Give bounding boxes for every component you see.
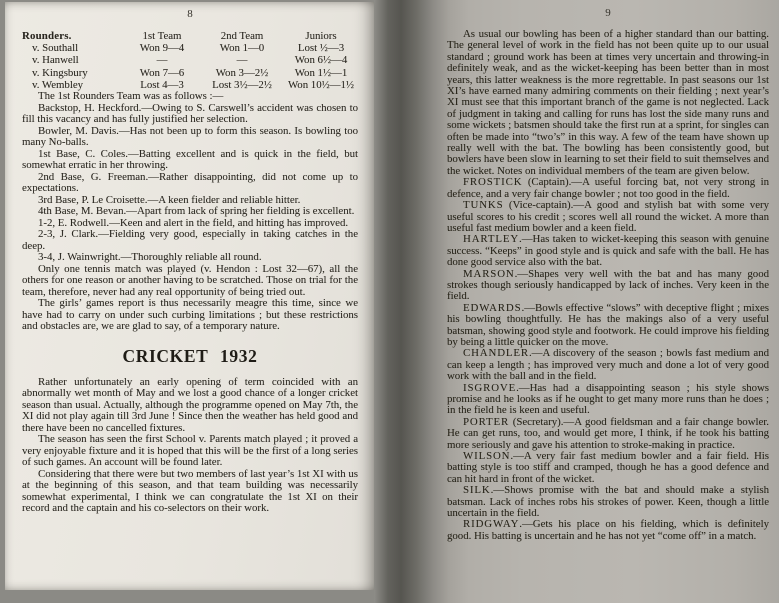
player-note: 3rd Base, P. Le Croisette.—A keen fielder and reliable hitter.: [38, 193, 301, 206]
player-report: [447, 234, 769, 268]
player-comment: .—Gets his place on his fielding, which is definitely good. His batting is uncertain and he has not yet “come off” in a match.: [447, 518, 769, 542]
score-cell: Lost 3½—2½: [212, 78, 272, 91]
player-report: [447, 451, 769, 485]
score-cell: Won 1—0: [219, 42, 265, 55]
player-report: [447, 417, 769, 451]
score-cell: Lost 4—3: [140, 78, 184, 91]
player-comment: .—A discovery of the season ; bowls fast medium and can keep a length ; has improved very much and done a lot of very good work with the ball and in the field.: [447, 347, 769, 383]
page-right-content: [374, 0, 779, 542]
player-comment: .—Shapes very well with the bat and has many good strokes though seriously handicapped by lack of inches. Very keen in the field.: [447, 267, 769, 303]
page-left: [5, 2, 374, 590]
cricket-report-intro: [22, 377, 358, 515]
player-note: 1st Base, C. Coles.—Batting excellent and is quick in the field, but somewhat erratic in her throwing.: [22, 147, 358, 172]
column-header-second-team: 2nd Team: [220, 30, 264, 42]
player-note: 2nd Base, G. Freeman.—Rather disappointing, did not come up to expectations.: [22, 170, 358, 195]
player-name: TUNKS: [463, 199, 504, 212]
column-header-juniors: Juniors: [305, 30, 337, 42]
player-note: 1-2, E. Rodwell.—Keen and alert in the field, and hitting has improved.: [38, 216, 349, 229]
player-report: [447, 303, 769, 349]
score-cell: Won 3—2½: [215, 66, 269, 79]
player-note: 2-3, J. Clark.—Fielding very good, especially in taking catches in the deep.: [22, 228, 358, 252]
rounders-report: [22, 91, 358, 333]
cricket-paragraph: Rather unfortunately an early opening of term coincided with an abnormally wet month of May and we lost a good chance of a longer cricket season than usual. Actually, although the programme opened on May 7th, the XI did not play again till 3rd June ! Since then the weather has held good and there have been no cancelled fixtures.: [22, 375, 358, 434]
player-name: RIDGWAY: [463, 518, 520, 531]
player-report: [447, 200, 769, 234]
rounders-results-table: [22, 30, 358, 91]
player-comment: .—Has had a disappointing season ; his style shows promise and he looks as if he ought to get many more runs than he does ; in the field he is keen and useful.: [447, 381, 769, 417]
player-note: Backstop, H. Heckford.—Owing to S. Carswell’s accident was chosen to fill this vacancy and has fully justified her selection.: [22, 101, 358, 126]
column-header-first-team: 1st Team: [142, 30, 182, 42]
cricket-report-body: [447, 29, 769, 542]
player-name: ISGROVE: [463, 381, 517, 394]
player-report: [447, 383, 769, 417]
score-cell: Won 9—4: [139, 42, 185, 55]
page-number-left: 8: [187, 8, 193, 20]
player-name: HARTLEY: [463, 233, 520, 246]
girls-report-paragraph: The girls’ games report is thus necessarily meagre this time, since we have had to carry on under such curbing limitations ; but these restrictions and obstacles are, we are glad to say, of a temporary nature.: [22, 297, 358, 333]
player-name: EDWARDS: [463, 301, 522, 314]
score-cell: Won 7—6: [139, 66, 185, 79]
table-title: Rounders.: [22, 30, 72, 42]
player-report: [447, 485, 769, 519]
player-note: Bowler, M. Davis.—Has not been up to form this season. Is bowling too many No-balls.: [22, 124, 358, 149]
player-comment: (Secretary).—A good fieldsman and a fair change bowler. He can get runs, too, and would get more, I think, if he took his batting more seriously and gave his attention to stroke-making in practice.: [447, 415, 769, 451]
cricket-1932-heading: CRICKET 1932: [122, 345, 258, 366]
player-name: PORTER: [463, 415, 510, 428]
opening-paragraph: As usual our bowling has been of a higher standard than our batting. The general level of work in the field has not been quite up to our usual standard ; ground work has been at times very uncertain and throwing-in definitely weak, and as the wicket-keeping has been better than in most years, this latter weakness is the more regrettable. In past seasons our 1st XI’s have earned many admiring comments on their fielding ; next year’s XI must see that this important branch of the game is not neglected. Lack of judgment in taking and calling for runs has lost the side many runs and some wickets ; batsmen should take the first run at a sprint, for singles can often be made into “two’s” in this way. A few of the team have shown up really well with the bat. The bowling has been consistently good, but bowlers have been slow in learning to set their field to suit themselves and the wicket. Notes on individual members of the team are given below.: [447, 28, 769, 177]
player-comment: .—A very fair fast medium bowler and a fair field. His batting style is too stiff and cramped, though he has a good defence and can hit hard in front of the wicket.: [447, 450, 769, 485]
page-right: [374, 0, 779, 603]
player-report: [447, 348, 769, 382]
player-note: 4th Base, M. Bevan.—Apart from lack of spring her fielding is excellent.: [38, 205, 355, 218]
player-note: 3-4, J. Wainwright.—Thoroughly reliable all round.: [38, 251, 262, 264]
cricket-paragraph: The season has seen the first School v. Parents match played ; it proved a very enjoyable fixture and it is hoped that this will be the first of a long series of such games. An account will be found later.: [22, 433, 358, 469]
player-comment: .—Shows promise with the bat and should make a stylish batsman. Lack of inches robs his strokes of power. Keen, though a little uncertain in the field.: [447, 484, 769, 520]
score-cell: —: [236, 54, 248, 67]
opponent-cell: v. Kingsbury: [32, 66, 88, 79]
player-name: MARSON: [463, 267, 515, 280]
score-cell: Won 10½—1½: [287, 78, 354, 91]
opponent-cell: v. Southall: [32, 42, 79, 55]
player-report: [447, 519, 769, 542]
player-name: CHANDLER: [463, 347, 529, 360]
player-comment: .—Has taken to wicket-keeping this season with genuine success. “Keeps” in good style and is quick and safe with the ball. He has done good service also with the bat.: [447, 233, 769, 269]
opponent-cell: v. Wembley: [32, 78, 84, 91]
page-left-content: [5, 2, 374, 515]
player-report: [447, 177, 769, 200]
cricket-paragraph: Considering that there were but two members of last year’s 1st XI with us at the beginning of this season, and that team building was necessarily somewhat experimental, I think we can congratulate the 1st XI on their record and the captain and his co-selectors on their work.: [22, 467, 358, 515]
score-cell: Won 1½—1: [294, 66, 348, 79]
score-cell: Won 6½—4: [294, 54, 348, 67]
player-report: [447, 269, 769, 303]
tennis-paragraph: Only one tennis match was played (v. Hendon : Lost 32—67), all the others for one reason or another having to be scratched. Those on trial for the team, therefore, never had any real opportunity of being tried out.: [22, 262, 358, 298]
player-name: SILK: [463, 484, 491, 497]
player-comment: (Captain).—A useful forcing bat, not very strong in defence, and a very fair change bowler ; not too good in the field.: [447, 176, 769, 200]
team-intro-paragraph: The 1st Rounders Team was as follows :—: [38, 90, 224, 103]
page-number-right: 9: [605, 7, 611, 19]
player-name: FROSTICK: [463, 176, 523, 189]
player-name: WILSON: [463, 450, 511, 463]
player-comment: (Vice-captain).—A good and stylish bat with some very useful scores to his credit ; scores well all round the wicket. A more than useful fast medium bowler and a keen field.: [447, 199, 769, 234]
player-comment: .—Bowls effective “slows” with deceptive flight ; mixes his bowling thoughtfully. He has the makings also of a very useful batsman, showing good style and footwork. He could improve his fielding by being a little quicker on the move.: [447, 301, 769, 348]
score-cell: —: [156, 54, 168, 67]
opponent-cell: v. Hanwell: [32, 54, 79, 67]
score-cell: Lost ½—3: [297, 42, 345, 55]
